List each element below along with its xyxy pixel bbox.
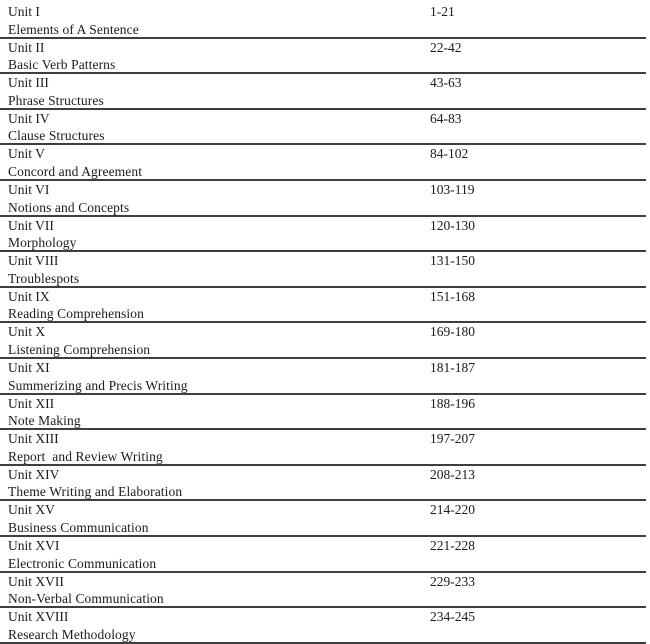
unit-title: Elements of A Sentence	[8, 21, 139, 37]
page-range: 208-213	[430, 466, 475, 482]
unit-title: Theme Writing and Elaboration	[8, 484, 183, 500]
unit-label: Unit II	[8, 39, 45, 55]
toc-row-header	[8, 538, 646, 553]
page-range: 169-180	[430, 324, 475, 340]
toc-row-header	[8, 4, 646, 19]
unit-title: Troublespots	[8, 270, 80, 286]
toc-row-header	[8, 289, 646, 304]
page-range: 64-83	[430, 110, 462, 126]
toc-row-header	[8, 574, 646, 589]
unit-title: Research Methodology	[8, 626, 136, 642]
unit-title: Report and Review Writing	[8, 448, 163, 464]
page-range: 22-42	[430, 39, 462, 55]
page-range: 221-228	[430, 537, 475, 553]
toc-row-header	[8, 182, 646, 197]
unit-title: Phrase Structures	[8, 92, 104, 108]
toc-row-header	[8, 502, 646, 517]
page-range: 1-21	[430, 4, 455, 19]
unit-label: Unit XVI	[8, 537, 60, 553]
toc-row	[0, 359, 646, 395]
unit-title: Basic Verb Patterns	[8, 57, 116, 73]
unit-title: Non-Verbal Communication	[8, 591, 164, 607]
toc-row	[0, 39, 646, 75]
unit-label: Unit VI	[8, 181, 50, 197]
toc-row	[0, 145, 646, 181]
toc-row-header	[8, 111, 646, 126]
toc-row-header	[8, 467, 646, 482]
toc-row-header	[8, 146, 646, 161]
toc-row-header	[8, 218, 646, 233]
unit-label: Unit V	[8, 146, 45, 162]
unit-title: Morphology	[8, 235, 77, 251]
toc-row	[0, 466, 646, 502]
unit-label: Unit VII	[8, 217, 54, 233]
toc-row	[0, 110, 646, 146]
page-range: 151-168	[430, 288, 475, 304]
toc-row	[0, 288, 646, 324]
toc-row-header	[8, 360, 646, 375]
unit-label: Unit III	[8, 75, 49, 91]
unit-title: Reading Comprehension	[8, 306, 144, 322]
unit-title: Concord and Agreement	[8, 163, 143, 179]
page-range: 43-63	[430, 75, 462, 91]
toc-row	[0, 323, 646, 359]
unit-label: Unit XIII	[8, 431, 59, 447]
page-range: 103-119	[430, 181, 475, 197]
unit-label: Unit XV	[8, 502, 55, 518]
page-range: 188-196	[430, 395, 475, 411]
unit-title: Electronic Communication	[8, 555, 157, 571]
toc-row-header	[8, 40, 646, 55]
toc-row-header	[8, 324, 646, 339]
unit-title: Listening Comprehension	[8, 341, 151, 357]
unit-label: Unit I	[8, 4, 40, 19]
unit-label: Unit XVII	[8, 573, 64, 589]
toc-row	[0, 608, 646, 644]
unit-label: Unit XII	[8, 395, 55, 411]
unit-label: Unit VIII	[8, 253, 59, 269]
unit-label: Unit IV	[8, 110, 50, 126]
unit-label: Unit X	[8, 324, 46, 340]
unit-title: Notions and Concepts	[8, 199, 130, 215]
page-range: 181-187	[430, 359, 475, 375]
toc-row	[0, 74, 646, 110]
toc-row	[0, 537, 646, 573]
page-range: 229-233	[430, 573, 475, 589]
unit-label: Unit XI	[8, 359, 50, 375]
toc-row	[0, 395, 646, 431]
toc-row	[0, 3, 646, 39]
toc-row-header	[8, 609, 646, 624]
unit-title: Note Making	[8, 413, 81, 429]
unit-title: Clause Structures	[8, 128, 105, 144]
page-range: 234-245	[430, 609, 475, 625]
toc-row-header	[8, 396, 646, 411]
toc-row	[0, 252, 646, 288]
toc-row-header	[8, 75, 646, 90]
unit-title: Summerizing and Precis Writing	[8, 377, 188, 393]
unit-label: Unit XIV	[8, 466, 60, 482]
toc-row	[0, 181, 646, 217]
unit-label: Unit XVIII	[8, 609, 69, 625]
page-range: 214-220	[430, 502, 475, 518]
unit-label: Unit IX	[8, 288, 50, 304]
toc-row	[0, 430, 646, 466]
toc-row	[0, 501, 646, 537]
toc-row	[0, 217, 646, 253]
page-range: 84-102	[430, 146, 469, 162]
toc-row	[0, 573, 646, 609]
unit-title: Business Communication	[8, 519, 149, 535]
toc-row-header	[8, 431, 646, 446]
page-range: 131-150	[430, 253, 475, 269]
toc-row-header	[8, 253, 646, 268]
page-range: 120-130	[430, 217, 475, 233]
page-range: 197-207	[430, 431, 475, 447]
